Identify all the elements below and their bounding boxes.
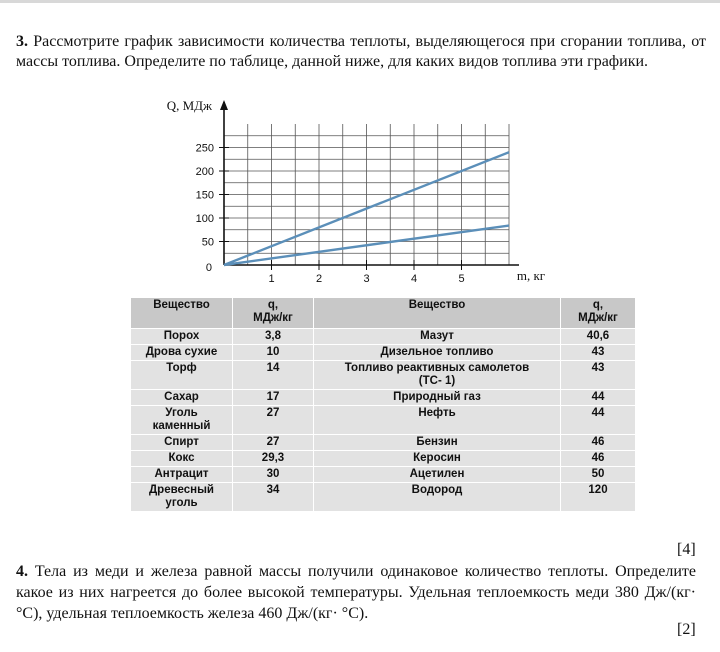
- y-tick-label: 250: [195, 142, 214, 155]
- table-cell: 120: [561, 483, 636, 512]
- x-tick-label: 2: [315, 273, 323, 285]
- y-tick-label: 50: [201, 236, 214, 249]
- chart-grid: [224, 124, 509, 265]
- table-cell: Бензин: [314, 435, 561, 451]
- table-cell: Нефть: [314, 406, 561, 435]
- table-header-cell: Вещество: [131, 298, 233, 329]
- table-cell: 29,3: [233, 451, 314, 467]
- table-cell: Сахар: [131, 390, 233, 406]
- table-row: [131, 435, 636, 451]
- table-header-cell: q, МДж/кг: [561, 298, 636, 329]
- question-3-score: [4]: [677, 541, 696, 558]
- table-cell: Водород: [314, 483, 561, 512]
- table-cell: Древесный уголь: [131, 483, 233, 512]
- table-cell: 43: [561, 361, 636, 390]
- question-3-number: 3.: [16, 33, 28, 50]
- question-4-number: 4.: [16, 563, 28, 580]
- table-cell: 17: [233, 390, 314, 406]
- x-axis-label: m, кг: [516, 268, 546, 283]
- x-tick-label: 4: [410, 273, 418, 285]
- table-row: [131, 329, 636, 345]
- table-cell: Мазут: [314, 329, 561, 345]
- top-border: [0, 0, 720, 3]
- table-row: [131, 390, 636, 406]
- table-cell: Антрацит: [131, 467, 233, 483]
- table-header-row: [131, 298, 636, 329]
- table-row: [131, 451, 636, 467]
- table-row: [131, 483, 636, 512]
- table-cell: Кокс: [131, 451, 233, 467]
- table-cell: Дрова сухие: [131, 345, 233, 361]
- question-3-text: Рассмотрите график зависимости количества теплоты, выделяющегося при сгорании топлива, от массы топлива. Определите по таблице, данной ниже, для каких видов топлива эти графики.: [16, 33, 706, 70]
- table-cell: 46: [561, 435, 636, 451]
- table-cell: 27: [233, 406, 314, 435]
- table-cell: Спирт: [131, 435, 233, 451]
- heat-mass-chart: [150, 92, 590, 292]
- table-row: [131, 361, 636, 390]
- table-cell: Ацетилен: [314, 467, 561, 483]
- table-cell: Порох: [131, 329, 233, 345]
- table-cell: 14: [233, 361, 314, 390]
- question-4-text: Тела из меди и железа равной массы получили одинаковое количество теплоты. Определите какое из них нагреется до более высокой температуры. Удельная теплоемкость меди 380 Дж/(кг· °С), удельная теплоемкость железа 460 Дж/(кг· °С).: [16, 563, 697, 622]
- table-cell: Топливо реактивных самолетов (ТС- 1): [314, 361, 561, 390]
- table-body: [131, 329, 636, 512]
- table-cell: 43: [561, 345, 636, 361]
- table-cell: 46: [561, 451, 636, 467]
- table-row: [131, 406, 636, 435]
- y-tick-label: 150: [195, 189, 214, 202]
- table-cell: 30: [233, 467, 314, 483]
- table-cell: 44: [561, 406, 636, 435]
- table-cell: Керосин: [314, 451, 561, 467]
- table-cell: 10: [233, 345, 314, 361]
- y-tick-label: 100: [195, 213, 214, 225]
- table-header-cell: Вещество: [314, 298, 561, 329]
- table-cell: Дизельное топливо: [314, 345, 561, 361]
- y-tick-label: 200: [195, 166, 214, 178]
- table-cell: 44: [561, 390, 636, 406]
- question-4-score: [2]: [677, 621, 696, 638]
- origin-label: 0: [205, 262, 212, 274]
- table-cell: 40,6: [561, 329, 636, 345]
- table-cell: 3,8: [233, 329, 314, 345]
- x-tick-label: 1: [268, 273, 275, 285]
- table-row: [131, 345, 636, 361]
- table-cell: 34: [233, 483, 314, 512]
- y-axis-label: Q, МДж: [166, 98, 212, 113]
- table-header-cell: q, МДж/кг: [233, 298, 314, 329]
- table-row: [131, 467, 636, 483]
- question-4: [16, 561, 696, 624]
- y-axis-arrow: [220, 100, 228, 110]
- table-cell: 27: [233, 435, 314, 451]
- x-tick-label: 3: [363, 273, 370, 285]
- table-cell: Уголь каменный: [131, 406, 233, 435]
- table-cell: Природный газ: [314, 390, 561, 406]
- fuel-table: [130, 297, 636, 512]
- table-cell: 50: [561, 467, 636, 483]
- question-3: [16, 32, 706, 72]
- x-tick-label: 5: [458, 273, 465, 285]
- table-cell: Торф: [131, 361, 233, 390]
